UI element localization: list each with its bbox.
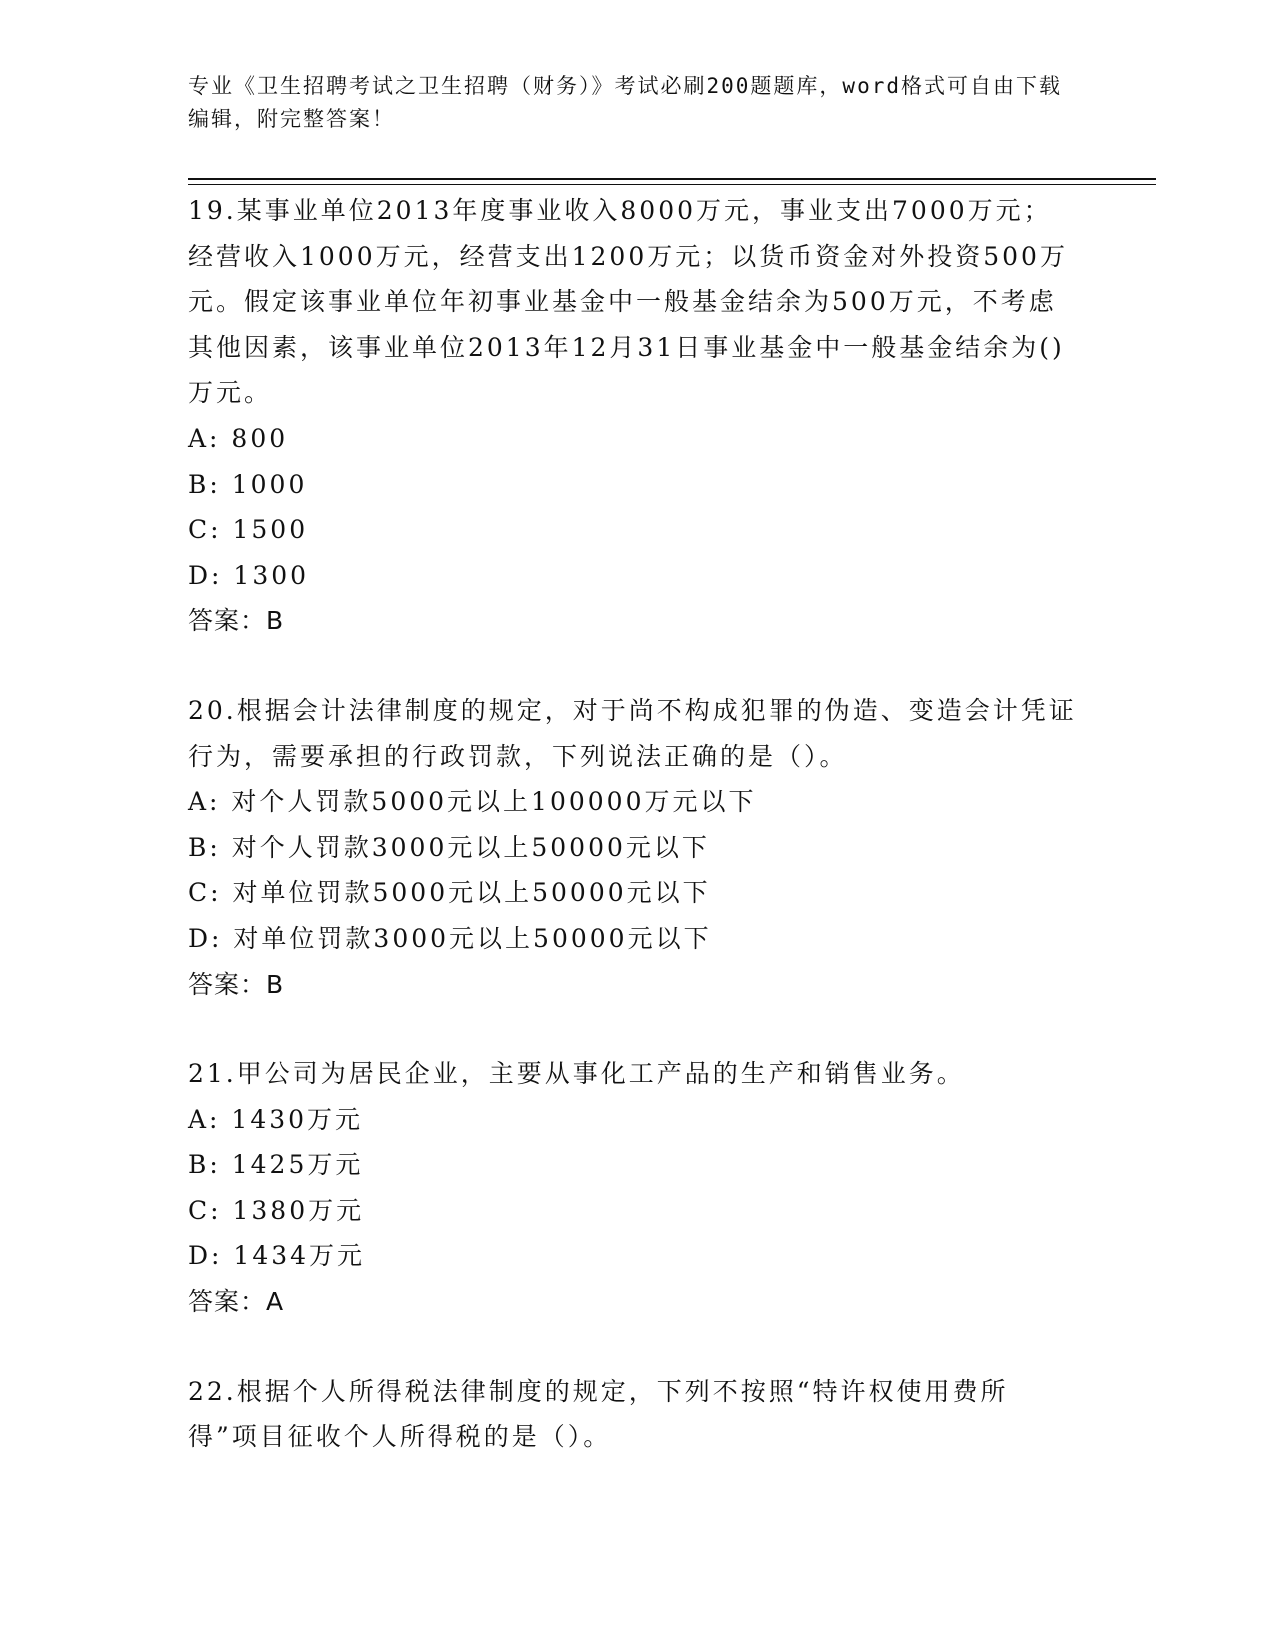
header-title: 专业《卫生招聘考试之卫生招聘（财务）》考试必刷200题题库，word格式可自由下载编辑，附完整答案！ — [188, 74, 1062, 131]
document-header — [188, 70, 1068, 136]
option-d: D: 1300 — [188, 560, 310, 590]
option-c: C: 1500 — [188, 515, 309, 545]
header-rule-thick — [188, 178, 1156, 180]
question-21 — [188, 1051, 1078, 1325]
question-text: 21.甲公司为居民企业，主要从事化工产品的生产和销售业务。 — [188, 1059, 965, 1089]
question-text: 22.根据个人所得税法律制度的规定，下列不按照“特许权使用费所得”项目征收个人所得税的是（）。 — [188, 1376, 1009, 1452]
question-19 — [188, 188, 1078, 644]
option-a: A: 1430万元 — [188, 1104, 364, 1134]
answer-label: 答案：A — [188, 1287, 285, 1317]
header-rule-thin — [188, 184, 1156, 185]
option-c: C: 1380万元 — [188, 1195, 365, 1225]
option-b: B: 1425万元 — [188, 1150, 364, 1180]
option-d: D: 1434万元 — [188, 1241, 366, 1271]
option-c: C: 对单位罚款5000元以上50000元以下 — [188, 878, 711, 908]
option-a: A: 对个人罚款5000元以上100000万元以下 — [188, 787, 757, 817]
question-22 — [188, 1369, 1078, 1460]
option-b: B: 1000 — [188, 469, 308, 499]
question-list — [188, 188, 1078, 1460]
question-text: 19.某事业单位2013年度事业收入8000万元，事业支出7000万元；经营收入1000万元，经营支出1200万元；以货币资金对外投资500万元。假定该事业单位年初事业基金中一般基金结余为500万元，不考虑其他因素，该事业单位2013年12月31日事业基金中一般基金结余为()万元。 — [188, 196, 1068, 408]
question-text: 20.根据会计法律制度的规定，对于尚不构成犯罪的伪造、变造会计凭证行为，需要承担的行政罚款，下列说法正确的是（）。 — [188, 695, 1077, 771]
option-d: D: 对单位罚款3000元以上50000元以下 — [188, 923, 712, 953]
question-20 — [188, 688, 1078, 1007]
answer-label: 答案：B — [188, 606, 285, 636]
option-b: B: 对个人罚款3000元以上50000元以下 — [188, 832, 710, 862]
option-a: A: 800 — [188, 423, 289, 453]
answer-label: 答案：B — [188, 969, 285, 999]
